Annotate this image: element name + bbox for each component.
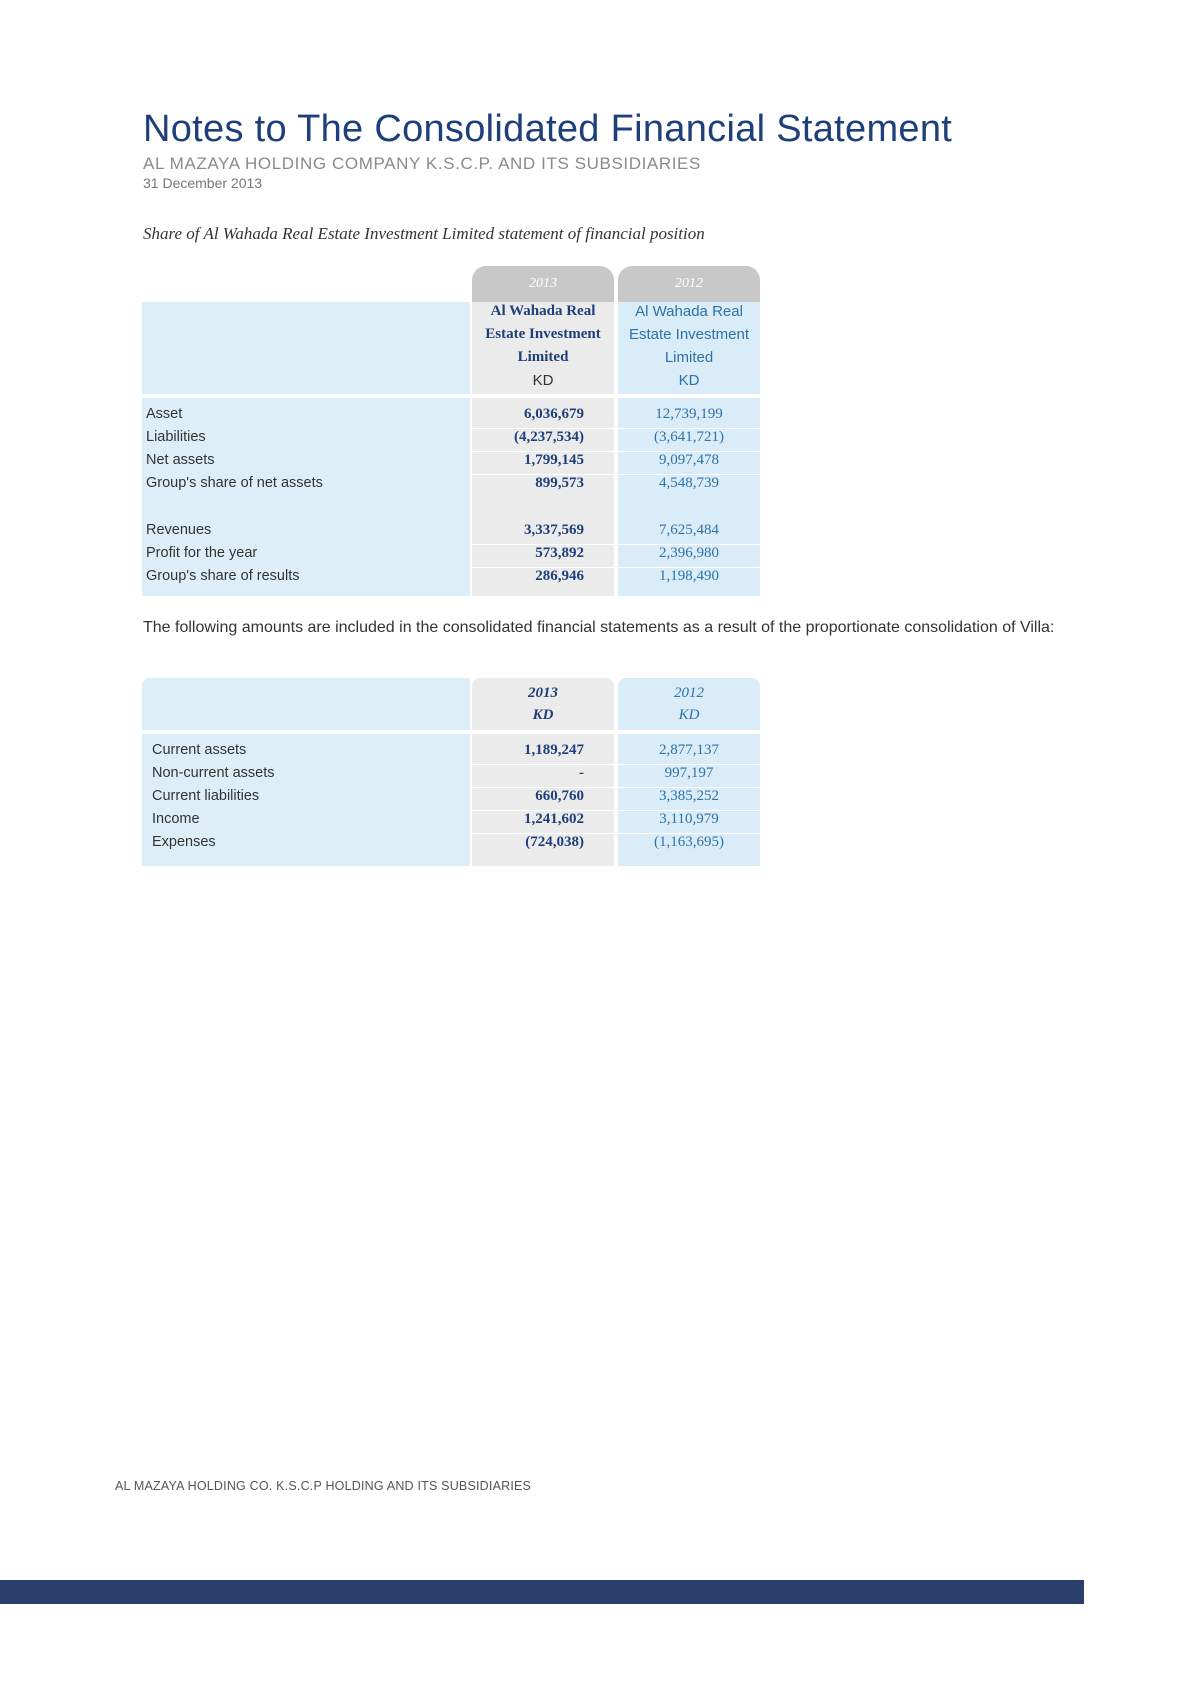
- row-label: Net assets: [146, 452, 215, 468]
- header-unit: KD: [532, 372, 554, 389]
- value-2012: 12,739,199: [655, 406, 723, 422]
- value-2012: 3,385,252: [659, 788, 719, 804]
- table2-header-2012: [618, 682, 760, 726]
- value-2012: 997,197: [664, 765, 714, 781]
- table2-header-2013: [472, 682, 614, 726]
- value-2013: 6,036,679: [524, 406, 584, 422]
- header-line: Al Wahada Real: [635, 303, 743, 320]
- page-title: Notes to The Consolidated Financial Statement: [143, 108, 953, 150]
- table1-header-2013: [472, 300, 614, 392]
- table1-caption: Share of Al Wahada Real Estate Investment Limited statement of financial position: [143, 224, 705, 243]
- consolidation-paragraph: The following amounts are included in the consolidated financial statements as a result of the proportionate consolidation of Villa:: [143, 619, 1055, 636]
- row-label: Income: [152, 811, 200, 827]
- table1-header-label-panel: [142, 302, 470, 394]
- table2-header-label-panel: [142, 678, 470, 730]
- header-line: Estate Investment: [485, 326, 601, 342]
- row-label: Non-current assets: [152, 765, 275, 781]
- value-2012: 4,548,739: [659, 475, 719, 491]
- table1-header-2012: [618, 300, 760, 392]
- header-line: Estate Investment: [628, 326, 750, 343]
- row-label: Group's share of net assets: [146, 475, 323, 491]
- row-label: Profit for the year: [146, 545, 258, 561]
- header-line: Limited: [664, 349, 714, 366]
- value-2012: 1,198,490: [659, 568, 719, 584]
- statement-date: 31 December 2013: [143, 175, 263, 191]
- value-2013: 1,189,247: [524, 742, 584, 758]
- row-label: Group's share of results: [146, 568, 300, 584]
- value-2013: 286,946: [535, 568, 584, 584]
- table1-tab-2013: 2013: [472, 266, 614, 302]
- row-label: Current assets: [152, 742, 247, 758]
- value-2013: 899,573: [535, 475, 584, 491]
- header-unit: KD: [678, 372, 700, 389]
- value-2012: (3,641,721): [654, 429, 724, 445]
- value-2013: -: [579, 765, 584, 781]
- header-unit: KD: [678, 707, 700, 723]
- bottom-bar: [0, 1580, 1084, 1604]
- value-2013: 660,760: [535, 788, 584, 804]
- value-2012: 2,877,137: [659, 742, 719, 758]
- value-2013: (4,237,534): [514, 429, 584, 445]
- header-line: 2013: [528, 685, 558, 701]
- header-line: 2012: [674, 685, 704, 701]
- table1-body-label-panel: [142, 398, 470, 596]
- value-2013: 573,892: [535, 545, 584, 561]
- value-2012: 3,110,979: [659, 811, 719, 827]
- value-2012: (1,163,695): [654, 834, 724, 850]
- row-label: Revenues: [146, 522, 212, 538]
- table1-tab-2012: 2012: [618, 266, 760, 302]
- row-label: Asset: [146, 406, 183, 422]
- value-2013: 1,799,145: [524, 452, 584, 468]
- page-footer: AL MAZAYA HOLDING CO. K.S.C.P HOLDING AND ITS SUBSIDIARIES: [115, 1479, 532, 1493]
- value-2012: 2,396,980: [659, 545, 719, 561]
- header-unit: KD: [532, 707, 554, 723]
- value-2012: 9,097,478: [659, 452, 719, 468]
- company-name: AL MAZAYA HOLDING COMPANY K.S.C.P. AND ITS SUBSIDIARIES: [143, 154, 701, 173]
- row-label: Expenses: [152, 834, 216, 850]
- value-2012: 7,625,484: [659, 522, 719, 538]
- value-2013: 1,241,602: [524, 811, 584, 827]
- row-label: Liabilities: [146, 429, 206, 445]
- header-line: Limited: [517, 349, 569, 365]
- value-2013: (724,038): [525, 834, 584, 850]
- header-line: Al Wahada Real: [490, 303, 596, 319]
- row-label: Current liabilities: [152, 788, 260, 804]
- value-2013: 3,337,569: [524, 522, 584, 538]
